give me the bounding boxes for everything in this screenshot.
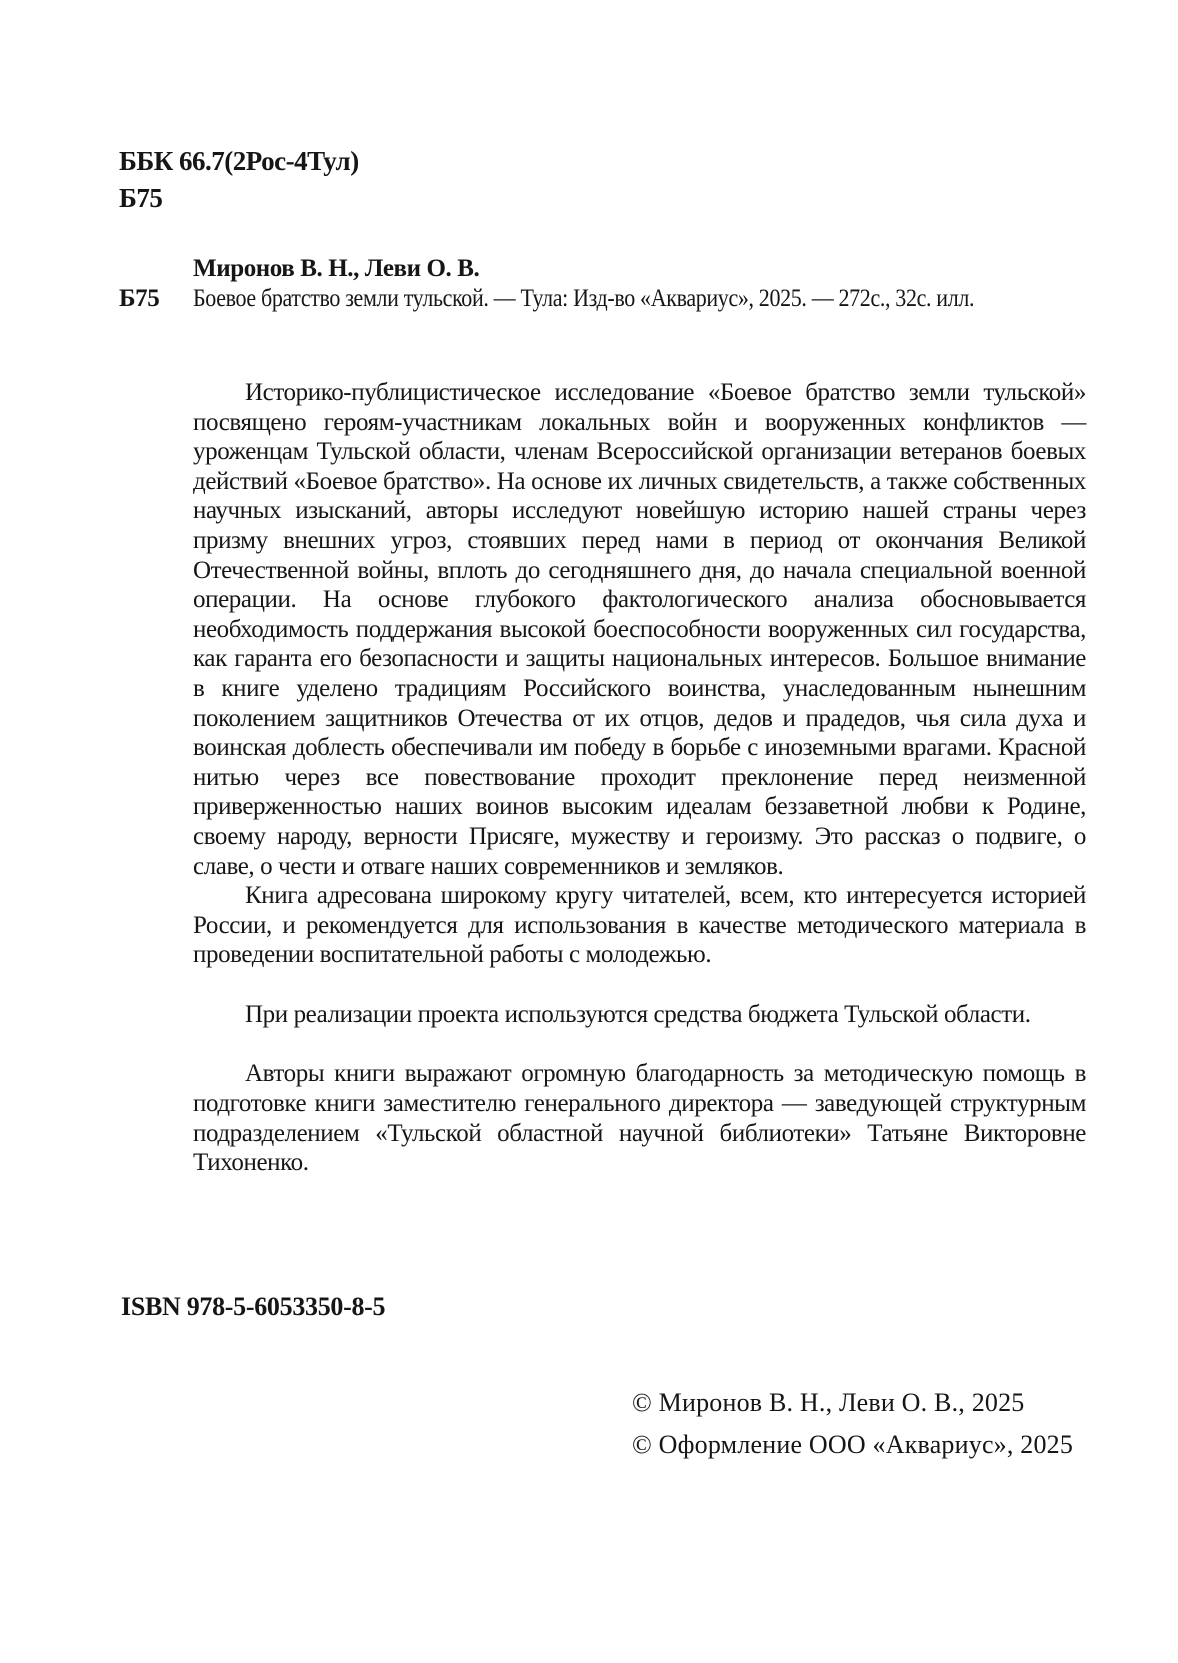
- copyright-block: [632, 1382, 1073, 1466]
- bbk-author-sign: Б75: [119, 183, 163, 213]
- annotation-block: [193, 378, 1086, 1178]
- entry-author-sign: Б75: [119, 285, 160, 312]
- bibliographic-description: Боевое братство земли тульской. — Тула: Изд-во «Аквариус», 2025. — 272с., 32с. илл.: [193, 285, 975, 312]
- copyright-design-line: © Оформление ООО «Аквариус», 2025: [632, 1430, 1074, 1459]
- bibliographic-entry: [119, 254, 1094, 314]
- annotation-paragraph-2: Книга адресована широкому кругу читателей, всем, кто интересуется историей России, и рекомендуется для использования в качестве методического материала в проведении воспитательной работы с молодежью.: [193, 882, 1086, 969]
- bbk-classification-block: [119, 143, 359, 217]
- copyright-authors-line: © Миронов В. Н., Леви О. В., 2025: [632, 1388, 1025, 1417]
- annotation-paragraph-1: Историко-публицистическое исследование «Боевое братство земли тульской» посвящено героям-участникам локальных войн и вооруженных конфликтов — уроженцам Тульской области, членам Всероссийской организации ветеранов боевых действий «Боевое братство». На основе их личных свидетельств, а также собственных научных изысканий, авторы исследуют новейшую историю нашей страны через призму внешних угроз, стоявших перед нами в период от окончания Великой Отечественной войны, вплоть до сегодняшнего дня, до начала специальной военной операции. На основе глубокого фактологического анализа обосновывается необходимость поддержания высокой боеспособности вооруженных сил государства, как гаранта его безопасности и защиты национальных интересов. Большое внимание в книге уделено традициям Российского воинства, унаследованным нынешним поколением защитников Отечества от их отцов, дедов и прадедов, чья сила духа и воинская доблесть обеспечивали им победу в борьбе с иноземными врагами. Красной нитью через все повествование проходит преклонение перед неизменной приверженностью наших воинов высоким идеалам беззаветной любви к Родине, своему народу, верности Присяге, мужеству и героизму. Это рассказ о подвиге, о славе, о чести и отваге наших современников и земляков.: [193, 379, 1086, 880]
- authors-line: Миронов В. Н., Леви О. В.: [193, 255, 480, 282]
- acknowledgement-paragraph: Авторы книги выражают огромную благодарность за методическую помощь в подготовке книги заместителю генерального директора — заведующей структурным подразделением «Тульской областной научной библиотеки» Татьяне Викторовне Тихоненко.: [193, 1060, 1086, 1177]
- funding-note: При реализации проекта используются средства бюджета Тульской области.: [245, 1000, 1031, 1028]
- bibliographic-record-row: [119, 284, 1094, 314]
- isbn-line: ISBN 978-5-6053350-8-5: [121, 1292, 386, 1321]
- bbk-classification-line: ББК 66.7(2Рос-4Тул): [119, 146, 359, 176]
